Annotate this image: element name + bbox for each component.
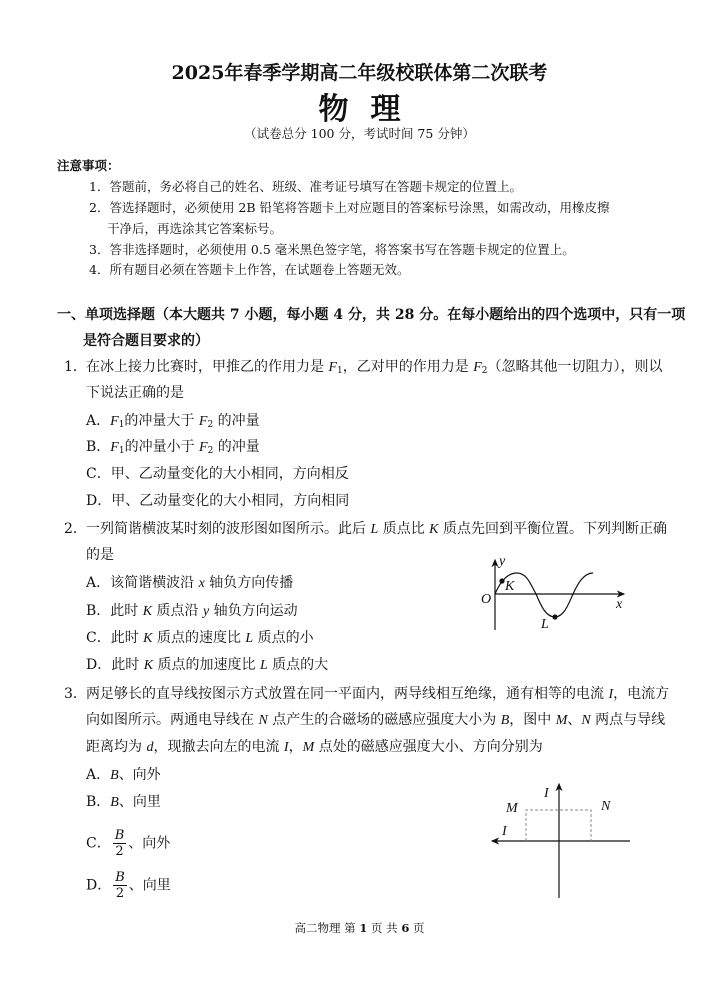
text-run: 、向里 (128, 877, 171, 894)
fraction (113, 828, 127, 859)
waveform (495, 573, 593, 617)
numerator: B (114, 828, 125, 843)
text-run: C．甲、乙动量变化的大小相同，方向相反 (86, 466, 349, 482)
page-number: 1 (359, 921, 368, 935)
question-stem (86, 545, 114, 565)
option-d[interactable] (86, 491, 349, 511)
notice-item: 干净后，再选涂其它答案标号。 (107, 221, 283, 236)
text-run: ，电流方 (613, 686, 670, 702)
math-variable: y (203, 604, 210, 619)
text-run: 、向外 (118, 767, 161, 783)
math-variable: x (198, 576, 205, 591)
option-c[interactable] (86, 828, 171, 859)
option-c[interactable] (86, 628, 314, 648)
text-run: 质点先回到平衡位置。下列判断正确 (438, 521, 667, 537)
text-run: ，现撤去向左的电流 (153, 739, 284, 755)
math-variable: B (110, 795, 119, 810)
text-run: 、 (567, 712, 582, 728)
text-run: A． (86, 413, 111, 429)
text-run: 、向外 (128, 835, 171, 852)
page-footer (0, 920, 719, 936)
math-variable: F (110, 414, 119, 429)
text-run: 的冲量小于 (124, 439, 200, 455)
question-stem (86, 710, 665, 730)
option-b[interactable] (86, 601, 298, 621)
text-run: C．此时 (86, 630, 144, 646)
text-run: ，图中 (509, 712, 556, 728)
subscript: 1 (337, 366, 343, 376)
point-l (552, 614, 557, 619)
text-run: D．甲、乙动量变化的大小相同，方向相同 (86, 493, 350, 509)
question-stem (86, 357, 663, 377)
text-run: 的是 (86, 547, 114, 563)
numerator: B (115, 870, 125, 885)
fraction (113, 870, 127, 901)
text-run: A． (86, 767, 111, 783)
footer-suffix: 页 (409, 921, 425, 935)
question-stem (86, 383, 184, 403)
option-a[interactable] (86, 765, 161, 785)
text-run: 质点的大 (267, 657, 329, 673)
notice-item: 2．答选择题时，必须使用 2B 铅笔将答题卡上对应题目的答案标号涂黑，如需改动，用橡皮擦 (89, 200, 610, 215)
text-run: B．此时 (86, 603, 143, 619)
question-stem (86, 737, 543, 757)
math-variable: F (198, 414, 208, 429)
math-variable: B (110, 768, 119, 783)
y-axis-label: y (499, 554, 506, 569)
x-axis-label: x (616, 597, 623, 612)
n-label: N (601, 799, 611, 814)
text-run: 两点与导线 (590, 712, 666, 728)
origin-label: O (481, 592, 492, 607)
question-number: 3． (64, 686, 87, 702)
text-run: 距离均为 (86, 739, 147, 755)
text-run: 质点比 (378, 521, 430, 537)
text-run: （忽略其他一切阻力），则以 (487, 359, 663, 375)
current-label-left: I (502, 824, 507, 839)
text-run: 下说法正确的是 (86, 385, 184, 401)
option-b[interactable] (86, 792, 161, 812)
text-run: ， (288, 739, 303, 755)
question-number: 2． (64, 521, 87, 537)
option-b[interactable] (86, 437, 260, 457)
option-a[interactable] (86, 411, 260, 431)
math-variable: F (110, 440, 119, 455)
math-variable: K (142, 604, 153, 619)
question-number: 1． (64, 359, 87, 375)
text-run: 的冲量 (213, 413, 260, 429)
page-total: 6 (401, 921, 410, 935)
footer-mid: 页 共 (367, 921, 402, 935)
math-variable: L (245, 631, 254, 646)
notice-heading: 注意事项： (57, 158, 120, 173)
text-run: D．此时 (86, 657, 144, 673)
text-run: 点处的磁感应强度大小、方向分别为 (314, 739, 543, 755)
text-run: 质点的速度比 (152, 630, 246, 646)
math-variable: I (608, 687, 614, 702)
math-variable: N (258, 713, 268, 728)
text-run: 向如图所示。两通电导线在 (86, 712, 259, 728)
math-variable: I (283, 740, 289, 755)
math-variable: K (429, 522, 439, 537)
text-run: A．该简谐横波沿 (86, 575, 199, 591)
math-variable: F (199, 440, 208, 455)
subscript: 2 (207, 420, 214, 430)
current-label-top: I (544, 786, 549, 801)
math-variable: d (146, 740, 154, 755)
text-run: B． (86, 439, 111, 455)
text-run: 两足够长的直导线按图示方式放置在同一平面内，两导线相互绝缘，通有相等的电流 (86, 686, 609, 702)
footer-prefix: 高二物理 第 (294, 921, 360, 935)
math-variable: M (302, 740, 315, 755)
option-d[interactable] (86, 870, 171, 901)
denominator: 2 (115, 886, 125, 901)
text-run: C． (86, 835, 111, 852)
notice-item: 3．答非选择题时，必须使用 0.5 毫米黑色签字笔，将答案书写在答题卡规定的位置上。 (89, 242, 575, 257)
text-run: 的冲量大于 (124, 413, 199, 429)
text-run: B． (86, 794, 111, 810)
denominator: 2 (115, 844, 124, 859)
text-run: 、向里 (118, 794, 161, 810)
text-run: 的冲量 (213, 439, 260, 455)
subscript: 2 (481, 366, 488, 376)
math-variable: F (473, 360, 482, 375)
notice-item: 4．所有题目必须在答题卡上作答，在试题卷上答题无效。 (89, 262, 410, 277)
option-d[interactable] (86, 655, 328, 675)
text-run: 点产生的合磁场的磁感应强度大小为 (267, 712, 501, 728)
exam-title: 2025年春季学期高二年级校联体第二次联考 (171, 62, 548, 84)
math-variable: L (259, 658, 268, 673)
text-run: 在冰上接力比赛时，甲推乙的作用力是 (86, 359, 329, 375)
text-run: D． (86, 877, 112, 894)
math-variable: M (555, 713, 568, 728)
math-variable: L (370, 522, 379, 537)
text-run: ，乙对甲的作用力是 (342, 359, 474, 375)
text-run: 质点的小 (253, 630, 314, 646)
section-heading: 一、单项选择题（本大题共 7 小题，每小题 4 分，共 28 分。在每小题给出的四个选项中，只有一项 (57, 307, 686, 323)
math-variable: K (143, 658, 154, 673)
dashed-distance-box (526, 810, 591, 841)
math-variable: N (581, 713, 591, 728)
point-k (499, 578, 504, 583)
exam-info: （试卷总分 100 分，考试时间 75 分钟） (244, 126, 475, 141)
subscript: 1 (118, 446, 125, 456)
l-label: L (541, 617, 549, 632)
question-stem (86, 684, 669, 704)
math-variable: K (143, 631, 153, 646)
m-label: M (506, 801, 518, 816)
math-variable: B (500, 713, 510, 728)
subscript: 2 (207, 446, 214, 456)
notice-item: 1．答题前，务必将自己的姓名、班级、准考证号填写在答题卡规定的位置上。 (89, 179, 522, 194)
text-run: 质点沿 (152, 603, 203, 619)
question-stem (86, 519, 667, 539)
option-c[interactable] (86, 464, 349, 484)
text-run: 质点的加速度比 (153, 657, 260, 673)
subject-title: 物理 (318, 92, 423, 127)
text-run: 轴负方向传播 (204, 575, 294, 591)
text-run: 轴负方向运动 (209, 603, 298, 619)
k-label: K (505, 579, 515, 594)
math-variable: F (328, 360, 338, 375)
subscript: 1 (118, 420, 125, 430)
option-a[interactable] (86, 573, 293, 593)
text-run: 一列简谐横波某时刻的波形图如图所示。此后 (86, 521, 371, 537)
section-heading-cont: 是符合题目要求的） (83, 333, 209, 349)
